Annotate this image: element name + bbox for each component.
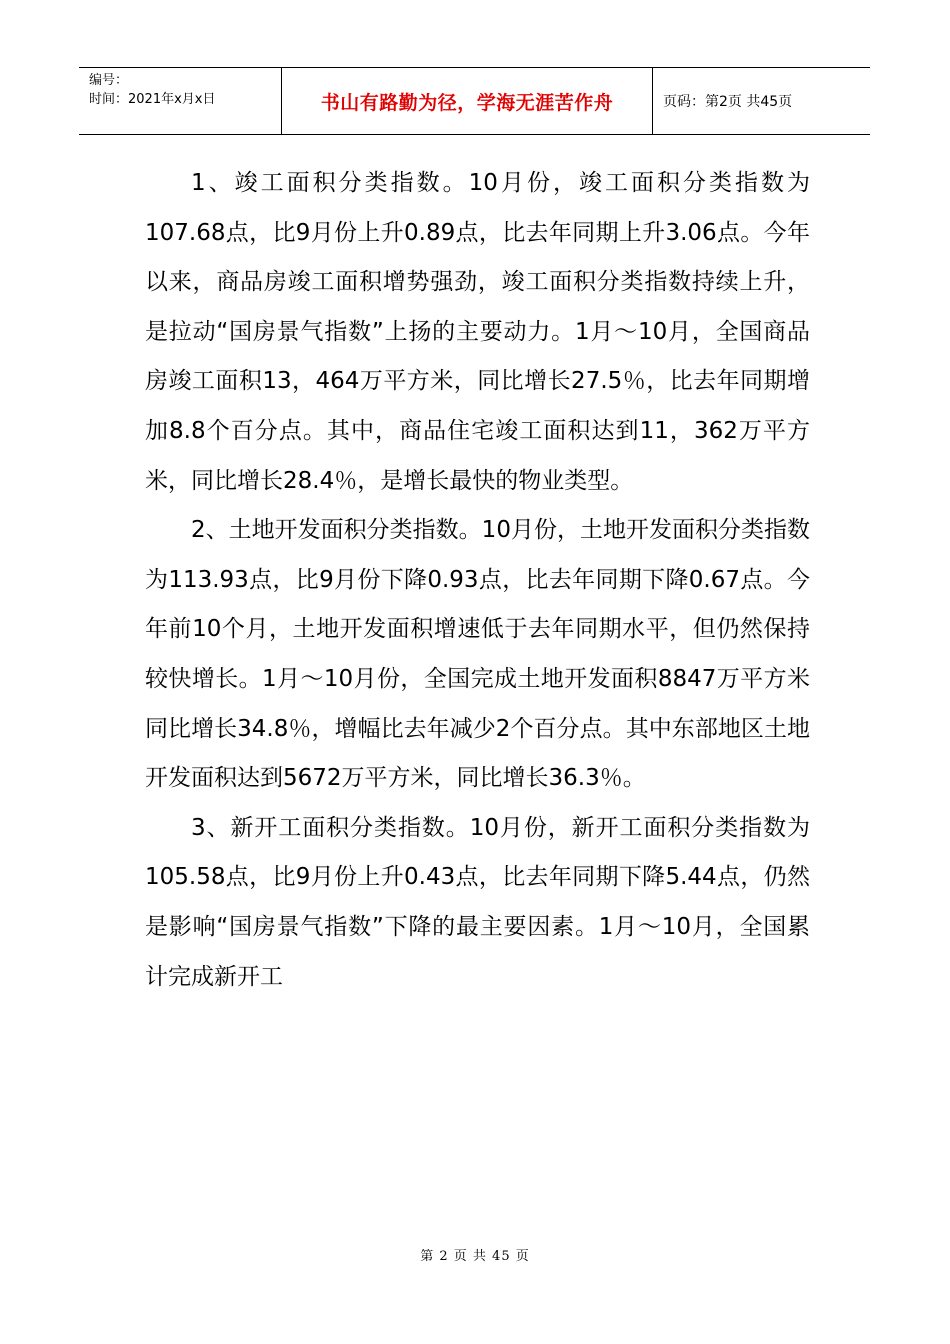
header-meta [79,68,282,134]
paragraph-land-development: 2、土地开发面积分类指数。10月份，土地开发面积分类指数为113.93点，比9月份下降0.93点，比去年同期下降0.67点。今年前10个月，土地开发面积增速低于去年同期水平，但仍然保持较快增长。1月～10月份，全国完成土地开发面积8847万平方米同比增长34.8％，增幅比去年减少2个百分点。其中东部地区土地开发面积达到5672万平方米，同比增长36.3％。 [145,517,810,792]
document-header [79,67,870,135]
paragraph-new-construction: 3、新开工面积分类指数。10月份，新开工面积分类指数为105.58点，比9月份上升0.43点，比去年同期下降5.44点，仍然是影响“国房景气指数”下降的最主要因素。1月～10月，全国累计完成新开工 [145,814,810,990]
paragraph-completed-area: 1、竣工面积分类指数。10月份，竣工面积分类指数为107.68点，比9月份上升0.89点，比去年同期上升3.06点。今年以来，商品房竣工面积增势强劲，竣工面积分类指数持续上升，是拉动“国房景气指数”上扬的主要动力。1月～10月，全国商品房竣工面积13，464万平方米，同比增长27.5％，比去年同期增加8.8个百分点。其中，商品住宅竣工面积达到11，362万平方米，同比增长28.4％，是增长最快的物业类型。 [145,170,810,494]
header-page-number: 页码：第2页 共45页 [663,94,793,110]
page-footer: 第 2 页 共 45 页 [420,1249,530,1264]
document-date-label: 时间：2021年x月x日 [89,92,216,107]
document-number-label: 编号： [89,73,129,88]
document-body [145,159,810,1002]
header-motto: 书山有路勤为径，学海无涯苦作舟 [282,68,653,134]
